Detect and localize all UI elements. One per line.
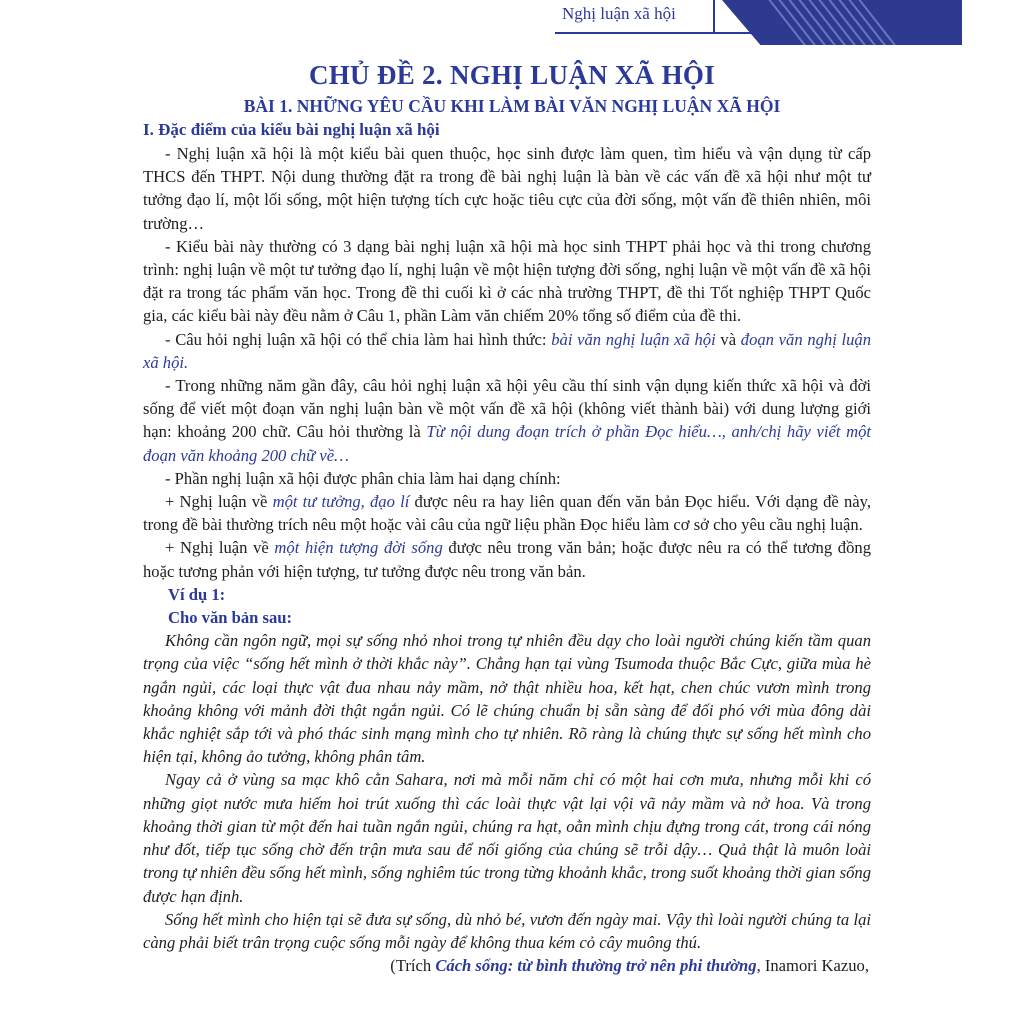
term-paragraph: đoạn văn nghị luận xã hội. <box>143 329 872 372</box>
paragraph-3: - Câu hỏi nghị luận xã hội có thể chia làm hai hình thức: bài văn nghị luận xã hội và đoạn văn nghị luận xã hội. <box>143 329 872 372</box>
citation: (Trích Cách sống: từ bình thường trở nên phi thường, Inamori Kazuo, <box>390 956 869 976</box>
quote-paragraph-2: Ngay cả ở vùng sa mạc khô cằn Sahara, nơi mà mỗi năm chỉ có một hai cơn mưa, nhưng mỗi khi có những giọt nước mưa hiếm hoi trút xuống thì các loài thực vật lại vội vã nảy mầm và nở hoa. Và trong khoảng thời gian từ một đến hai tuần ngắn ngủi, chúng ra hạt, oằn mình chịu đựng trong cát, trong cái nóng như đốt, tiếp tục sống chờ đến trận mưa sau để nối giống của chúng sẽ trỗi dậy… Quả thật là muôn loài trong tự nhiên đều sống hết mình, sống nghiêm túc trong từng khoảnh khắc, trong suốt khoảng thời gian sống được hạn định. <box>143 770 871 906</box>
term-moral-thought: một tư tưởng, đạo lí <box>272 492 410 512</box>
paragraph-2: - Kiểu bài này thường có 3 dạng bài nghị luận xã hội mà học sinh THPT phải học và thi trong chương trình: nghị luận về một tư tưởng đạo lí, nghị luận về một hiện tượng đời sống, nghị luận về một vấn đề xã hội đặt ra trong tác phẩm văn học. Trong đề thi cuối kì ở các nhà trường THPT, đề thi Tốt nghiệp THPT Quốc gia, các kiểu bài này đều nằm ở Câu 1, phần Làm văn chiếm 20% tổng số điểm của đề thi. <box>143 236 871 326</box>
example-label: Ví dụ 1: <box>168 584 226 604</box>
header-rule <box>555 32 760 34</box>
running-title: Nghị luận xã hội <box>562 4 676 23</box>
text-label: Cho văn bản sau: <box>168 608 293 628</box>
term-essay: bài văn nghị luận xã hội <box>551 329 716 349</box>
paragraph-1: - Nghị luận xã hội là một kiểu bài quen thuộc, học sinh được làm quen, tìm hiểu và vận dụng từ cấp THCS đến THPT. Nội dung thường đặt ra trong đề bài nghị luận là bàn về các vấn đề xã hội như một tư tưởng đạo lí, một lối sống, một hiện tượng tích cực hoặc tiêu cực của đời sống, một vấn đề thiên nhiên, môi trường… <box>143 144 871 233</box>
paragraph-7: + Nghị luận về một hiện tượng đời sống được nêu trong văn bản; hoặc được nêu ra có thể tương đồng hoặc tương phản với hiện tượng, tư tưởng được nêu trong văn bản. <box>143 538 871 581</box>
term-life-phenomenon: một hiện tượng đời sống <box>274 538 443 558</box>
quote-paragraph-3: Sống hết mình cho hiện tại sẽ đưa sự sống, dù nhỏ bé, vươn đến ngày mai. Vậy thì loài người chúng ta lại càng phải biết trân trọng cuộc sống mỗi ngày để không thua kém cỏ cây muông thú. <box>143 909 871 952</box>
paragraph-5: - Phần nghị luận xã hội được phân chia làm hai dạng chính: <box>165 468 561 488</box>
section-heading: I. Đặc điểm của kiểu bài nghị luận xã hội <box>143 120 440 139</box>
header-decor-band <box>722 0 962 45</box>
quoted-text <box>143 629 871 954</box>
header-separator <box>713 0 715 34</box>
page-title: CHỦ ĐỀ 2. NGHỊ LUẬN XÃ HỘI <box>308 60 716 90</box>
lesson-subtitle: BÀI 1. NHỮNG YÊU CẦU KHI LÀM BÀI VĂN NGHỊ LUẬN XÃ HỘI <box>243 96 781 116</box>
paragraph-6: + Nghị luận về một tư tưởng, đạo lí được nêu ra hay liên quan đến văn bản Đọc hiểu. Với dạng đề này, trong đề bài thường trích nêu một hoặc vài câu của ngữ liệu phần Đọc hiểu làm cơ sở cho yêu cầu nghị luận. <box>143 492 872 535</box>
quote-paragraph-1: Không cần ngôn ngữ, mọi sự sống nhỏ nhoi trong tự nhiên đều dạy cho loài người chúng kiến tầm quan trọng của việc “sống hết mình ở thời khắc này”. Chẳng hạn tại vùng Tsumoda thuộc Bắc Cực, giữa mùa hè ngắn ngủi, các loại thực vật đua nhau nảy mầm, nở thật nhiều hoa, kết hạt, chen chúc vươn mình trong khoảng không với mảnh đời thật ngắn ngủi. Có lẽ chúng chuẩn bị sẵn sàng để đối phó với mùa đông dài khắc nghiệt sắp tới và phó thác sinh mạng mình cho tự nhiên. Rõ ràng là chúng thực sự sống hết mình cho hiện tại, không ảo tưởng, không phân tâm. <box>143 631 871 767</box>
document-body <box>143 142 871 977</box>
question-template: Từ nội dung đoạn trích ở phần Đọc hiểu…, anh/chị hãy viết một đoạn văn khoảng 200 chữ về… <box>143 422 871 465</box>
citation-work: Cách sống: từ bình thường trở nên phi thường <box>435 956 757 976</box>
paragraph-4: - Trong những năm gần đây, câu hỏi nghị luận xã hội yêu cầu thí sinh vận dụng kiến thức xã hội và đời sống để viết một đoạn văn nghị luận bàn về một vấn đề xã hội (không viết thành bài) với dung lượng giới hạn: khoảng 200 chữ. Câu hỏi thường là Từ nội dung đoạn trích ở phần Đọc hiểu…, anh/chị hãy viết một đoạn văn khoảng 200 chữ về… <box>143 376 871 465</box>
